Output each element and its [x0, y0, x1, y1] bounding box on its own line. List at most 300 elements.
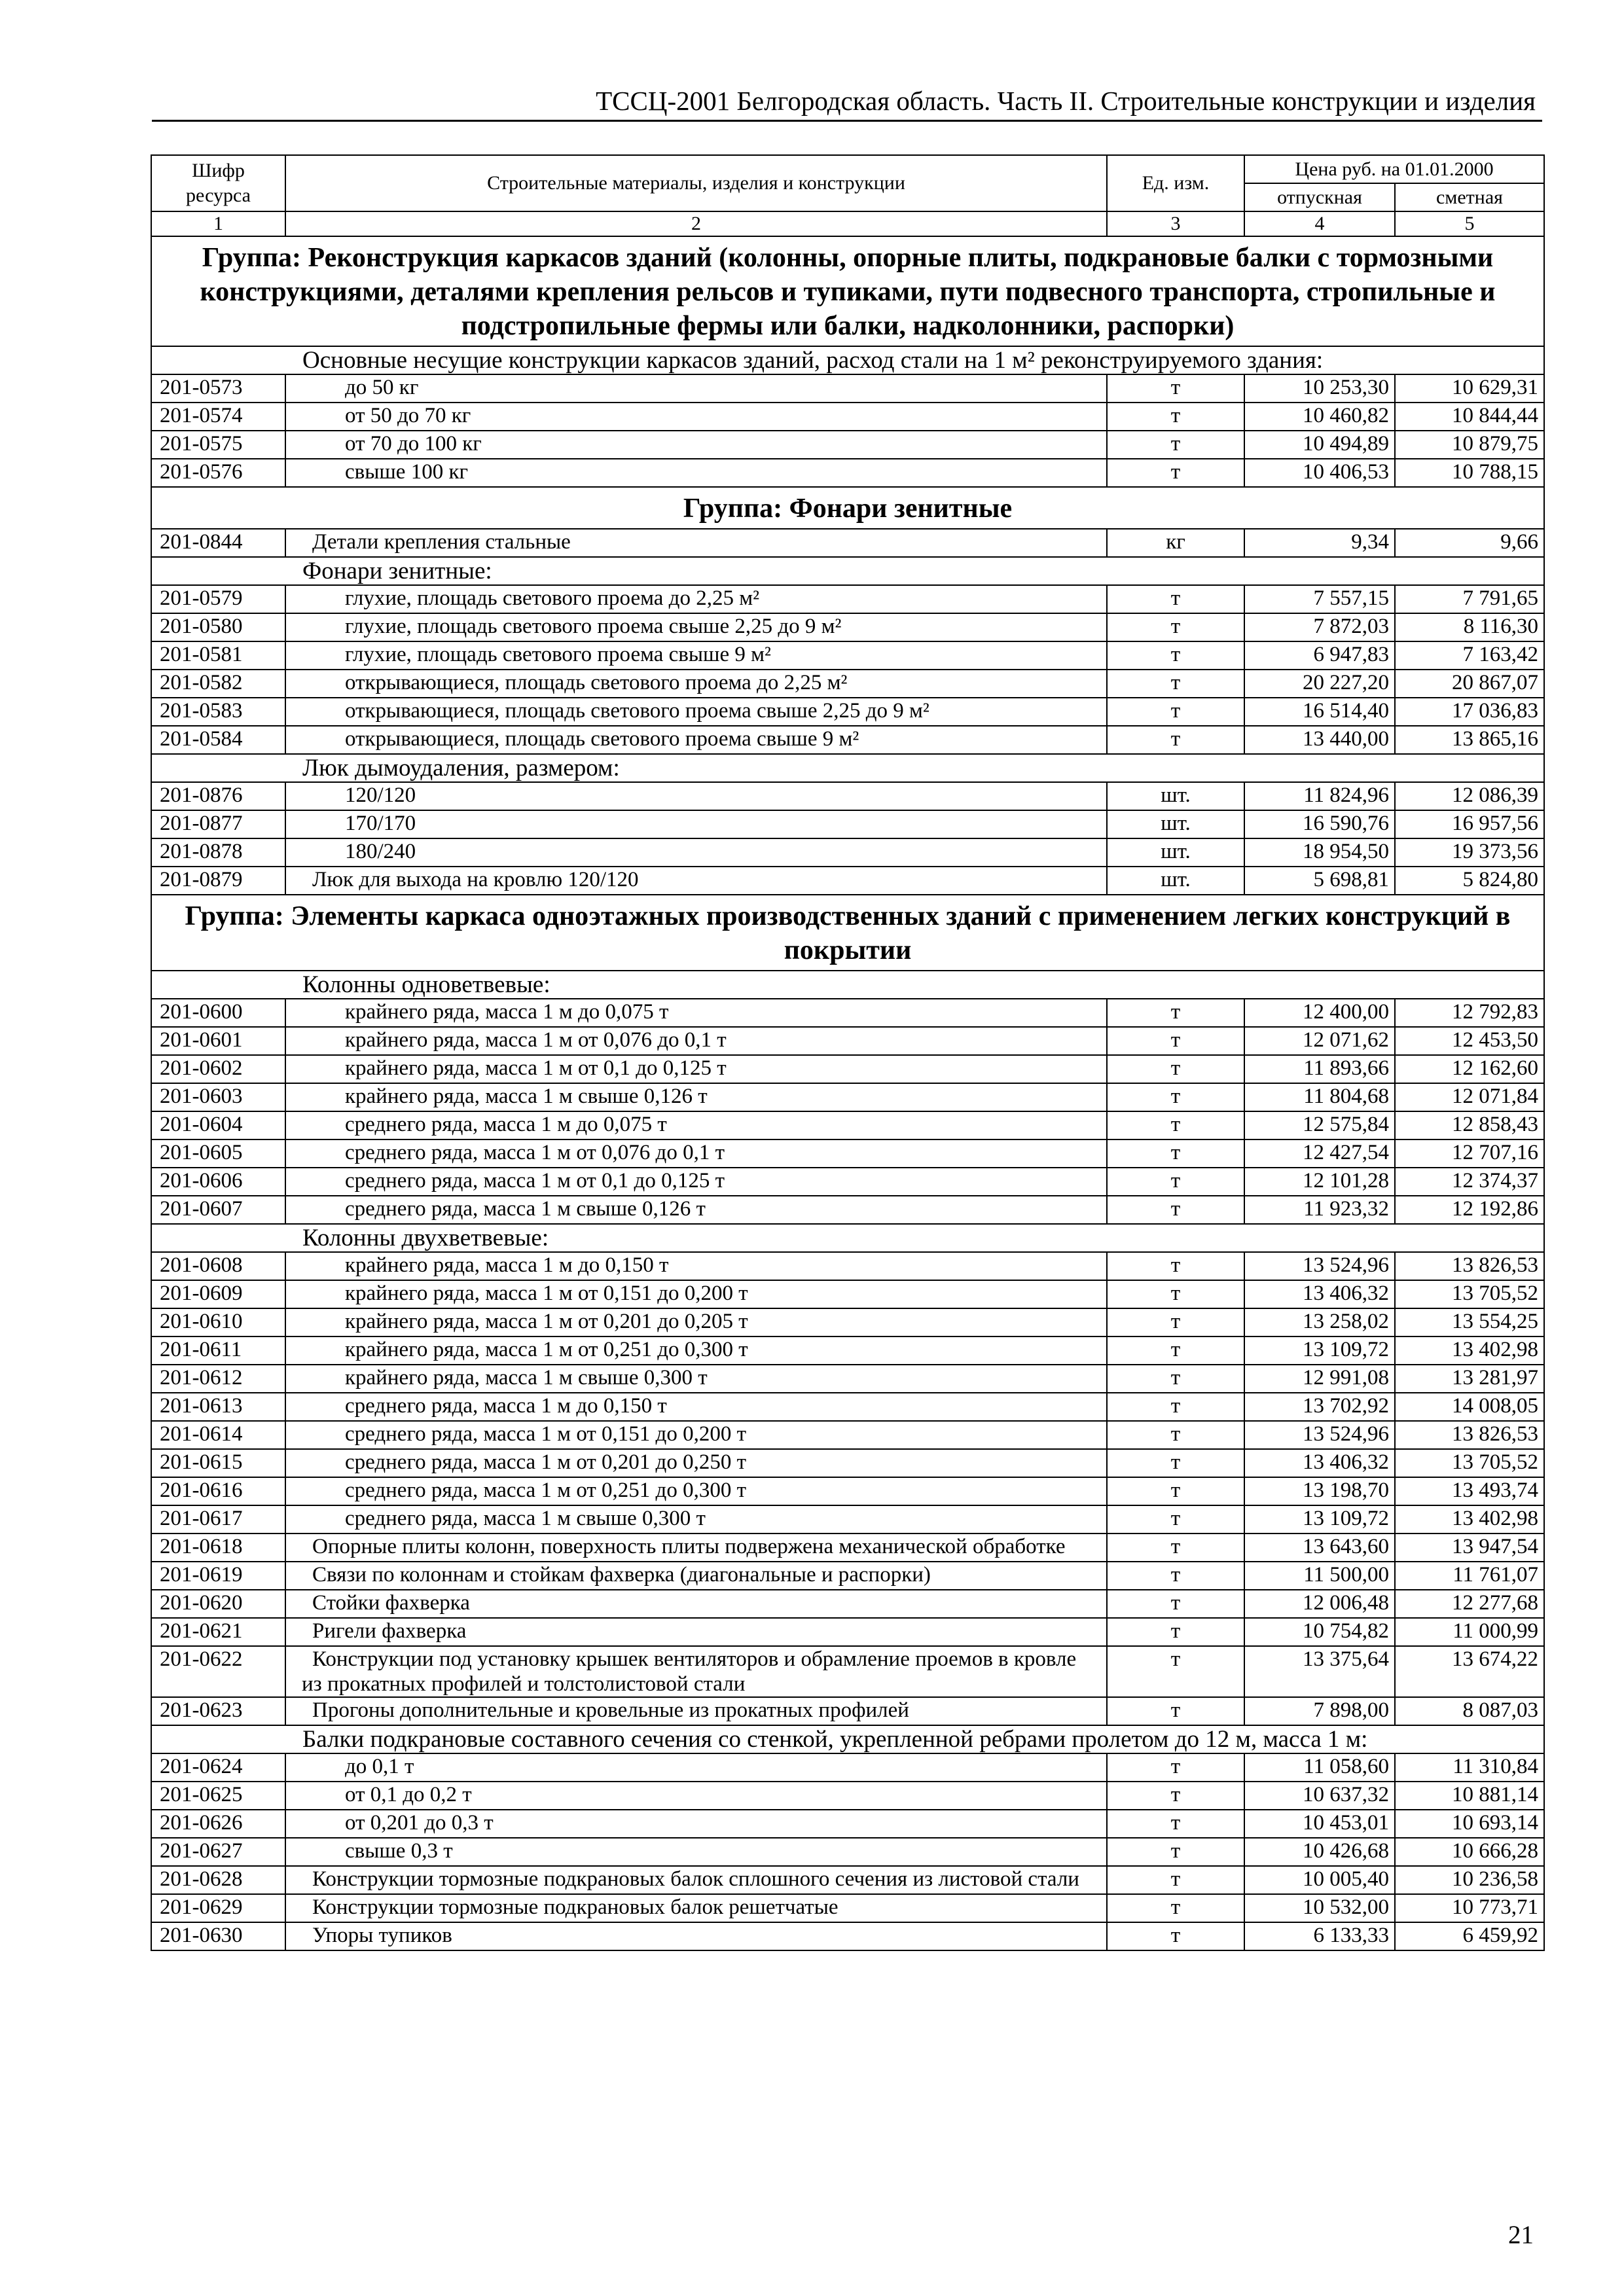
table-row: [151, 1139, 1544, 1168]
subheading-title: Люк дымоудаления, размером:: [151, 754, 1544, 782]
resource-code: 201-0605: [151, 1139, 285, 1168]
price-estimate: 14 008,05: [1395, 1393, 1544, 1421]
unit: т: [1107, 1196, 1244, 1224]
price-estimate: 13 826,53: [1395, 1421, 1544, 1449]
material-name: среднего ряда, масса 1 м до 0,075 т: [285, 1111, 1107, 1139]
col-number-4: 4: [1244, 211, 1395, 236]
material-name: 120/120: [285, 782, 1107, 810]
price-release: 10 637,32: [1244, 1782, 1395, 1810]
resource-code: 201-0602: [151, 1055, 285, 1083]
price-estimate: 11 310,84: [1395, 1753, 1544, 1782]
price-release: 10 532,00: [1244, 1894, 1395, 1922]
price-release: 13 440,00: [1244, 726, 1395, 754]
unit: т: [1107, 1139, 1244, 1168]
price-release: 11 500,00: [1244, 1562, 1395, 1590]
resource-code: 201-0582: [151, 670, 285, 698]
price-release: 13 406,32: [1244, 1280, 1395, 1308]
resource-code: 201-0620: [151, 1590, 285, 1618]
price-estimate: 16 957,56: [1395, 810, 1544, 838]
resource-code: 201-0615: [151, 1449, 285, 1477]
col-number-2: 2: [285, 211, 1107, 236]
unit: т: [1107, 670, 1244, 698]
table-body: [151, 236, 1544, 1950]
price-estimate: 10 773,71: [1395, 1894, 1544, 1922]
col-header-unit: Ед. изм.: [1107, 155, 1244, 211]
table-row: [151, 1697, 1544, 1725]
resource-code: 201-0878: [151, 838, 285, 867]
price-estimate: 13 826,53: [1395, 1252, 1544, 1280]
table-row: [151, 641, 1544, 670]
price-release: 6 947,83: [1244, 641, 1395, 670]
group-title: Группа: Реконструкция каркасов зданий (колонны, опорные плиты, подкрановые балки с тормозными конструкциями, деталями крепления рельсов и тупиками, пути подвесного транспорта, стропильные и подстропильные фермы или балки, надколонники, распорки): [151, 236, 1544, 346]
col-number-3: 3: [1107, 211, 1244, 236]
price-release: 12 400,00: [1244, 999, 1395, 1027]
subheading-title: Колонны двухветвевые:: [151, 1224, 1544, 1252]
unit: т: [1107, 1055, 1244, 1083]
unit: т: [1107, 1336, 1244, 1365]
price-estimate: 12 858,43: [1395, 1111, 1544, 1139]
price-release: 11 923,32: [1244, 1196, 1395, 1224]
unit: т: [1107, 1810, 1244, 1838]
col-header-name: Строительные материалы, изделия и конструкции: [285, 155, 1107, 211]
material-name: Опорные плиты колонн, поверхность плиты подвержена механической обработке: [285, 1534, 1107, 1562]
price-estimate: 11 761,07: [1395, 1562, 1544, 1590]
page-header: [152, 82, 1542, 122]
table-row: [151, 1477, 1544, 1505]
unit: т: [1107, 431, 1244, 459]
table-row: [151, 1055, 1544, 1083]
price-estimate: 12 707,16: [1395, 1139, 1544, 1168]
material-name: Связи по колоннам и стойкам фахверка (диагональные и распорки): [285, 1562, 1107, 1590]
col-header-price: Цена руб. на 01.01.2000: [1244, 155, 1544, 183]
material-name: среднего ряда, масса 1 м до 0,150 т: [285, 1393, 1107, 1421]
unit: т: [1107, 1449, 1244, 1477]
material-name: среднего ряда, масса 1 м свыше 0,126 т: [285, 1196, 1107, 1224]
price-release: 13 375,64: [1244, 1646, 1395, 1697]
price-estimate: 10 881,14: [1395, 1782, 1544, 1810]
price-release: 16 590,76: [1244, 810, 1395, 838]
table-header: [151, 155, 1544, 236]
material-name: крайнего ряда, масса 1 м до 0,150 т: [285, 1252, 1107, 1280]
unit: т: [1107, 1393, 1244, 1421]
price-estimate: 7 791,65: [1395, 585, 1544, 613]
subheading-title: Фонари зенитные:: [151, 557, 1544, 585]
unit: шт.: [1107, 867, 1244, 895]
material-name: Люк для выхода на кровлю 120/120: [285, 867, 1107, 895]
price-estimate: 12 453,50: [1395, 1027, 1544, 1055]
price-estimate: 10 788,15: [1395, 459, 1544, 487]
price-estimate: 20 867,07: [1395, 670, 1544, 698]
material-name: среднего ряда, масса 1 м свыше 0,300 т: [285, 1505, 1107, 1534]
price-release: 10 754,82: [1244, 1618, 1395, 1646]
unit: т: [1107, 1083, 1244, 1111]
group-row: [151, 895, 1544, 971]
price-estimate: 5 824,80: [1395, 867, 1544, 895]
price-estimate: 12 086,39: [1395, 782, 1544, 810]
material-name: открывающиеся, площадь светового проема до 2,25 м²: [285, 670, 1107, 698]
table-row: [151, 1365, 1544, 1393]
material-name: Конструкции тормозные подкрановых балок сплошного сечения из листовой стали: [285, 1866, 1107, 1894]
material-name: Упоры тупиков: [285, 1922, 1107, 1950]
price-release: 13 524,96: [1244, 1252, 1395, 1280]
resource-code: 201-0618: [151, 1534, 285, 1562]
material-name: Конструкции тормозные подкрановых балок решетчатые: [285, 1894, 1107, 1922]
material-name: среднего ряда, масса 1 м от 0,201 до 0,250 т: [285, 1449, 1107, 1477]
price-estimate: 7 163,42: [1395, 641, 1544, 670]
material-name: свыше 0,3 т: [285, 1838, 1107, 1866]
resource-code: 201-0622: [151, 1646, 285, 1697]
material-name: от 0,201 до 0,3 т: [285, 1810, 1107, 1838]
resource-code: 201-0600: [151, 999, 285, 1027]
price-release: 5 698,81: [1244, 867, 1395, 895]
price-release: 11 804,68: [1244, 1083, 1395, 1111]
table-row: [151, 585, 1544, 613]
resource-code: 201-0603: [151, 1083, 285, 1111]
price-estimate: 13 705,52: [1395, 1280, 1544, 1308]
group-row: [151, 487, 1544, 529]
resource-code: 201-0616: [151, 1477, 285, 1505]
resource-code: 201-0583: [151, 698, 285, 726]
table-row: [151, 1562, 1544, 1590]
subheading-row: [151, 1224, 1544, 1252]
price-release: 20 227,20: [1244, 670, 1395, 698]
unit: т: [1107, 698, 1244, 726]
price-release: 13 258,02: [1244, 1308, 1395, 1336]
price-estimate: 8 116,30: [1395, 613, 1544, 641]
price-estimate: 12 792,83: [1395, 999, 1544, 1027]
resource-code: 201-0844: [151, 529, 285, 557]
price-release: 18 954,50: [1244, 838, 1395, 867]
price-release: 11 893,66: [1244, 1055, 1395, 1083]
table-row: [151, 1505, 1544, 1534]
table-row: [151, 1336, 1544, 1365]
unit: т: [1107, 1562, 1244, 1590]
unit: шт.: [1107, 782, 1244, 810]
unit: т: [1107, 1753, 1244, 1782]
price-estimate: 13 947,54: [1395, 1534, 1544, 1562]
unit: кг: [1107, 529, 1244, 557]
price-release: 12 575,84: [1244, 1111, 1395, 1139]
table-row: [151, 1618, 1544, 1646]
price-estimate: 12 162,60: [1395, 1055, 1544, 1083]
unit: т: [1107, 1505, 1244, 1534]
resource-code: 201-0621: [151, 1618, 285, 1646]
price-release: 10 406,53: [1244, 459, 1395, 487]
material-name: крайнего ряда, масса 1 м от 0,251 до 0,300 т: [285, 1336, 1107, 1365]
material-name: Детали крепления стальные: [285, 529, 1107, 557]
price-estimate: 10 236,58: [1395, 1866, 1544, 1894]
material-name: от 0,1 до 0,2 т: [285, 1782, 1107, 1810]
unit: т: [1107, 1782, 1244, 1810]
material-name: глухие, площадь светового проема до 2,25 м²: [285, 585, 1107, 613]
price-release: 13 198,70: [1244, 1477, 1395, 1505]
price-estimate: 19 373,56: [1395, 838, 1544, 867]
resource-code: 201-0614: [151, 1421, 285, 1449]
price-release: 7 557,15: [1244, 585, 1395, 613]
unit: т: [1107, 1421, 1244, 1449]
resource-code: 201-0584: [151, 726, 285, 754]
material-name: открывающиеся, площадь светового проема свыше 9 м²: [285, 726, 1107, 754]
price-estimate: 9,66: [1395, 529, 1544, 557]
subheading-title: Основные несущие конструкции каркасов зданий, расход стали на 1 м² реконструируемого здания:: [151, 346, 1544, 374]
table-row: [151, 1393, 1544, 1421]
price-release: 13 109,72: [1244, 1336, 1395, 1365]
resource-code: 201-0609: [151, 1280, 285, 1308]
resource-code: 201-0580: [151, 613, 285, 641]
unit: т: [1107, 1365, 1244, 1393]
subheading-row: [151, 1725, 1544, 1753]
unit: т: [1107, 1252, 1244, 1280]
price-estimate: 13 281,97: [1395, 1365, 1544, 1393]
table-row: [151, 1083, 1544, 1111]
price-estimate: 6 459,92: [1395, 1922, 1544, 1950]
col-number-5: 5: [1395, 211, 1544, 236]
material-name: 170/170: [285, 810, 1107, 838]
unit: т: [1107, 1590, 1244, 1618]
unit: т: [1107, 585, 1244, 613]
price-release: 9,34: [1244, 529, 1395, 557]
resource-code: 201-0610: [151, 1308, 285, 1336]
resource-code: 201-0581: [151, 641, 285, 670]
unit: шт.: [1107, 838, 1244, 867]
table-row: [151, 1894, 1544, 1922]
resource-code: 201-0879: [151, 867, 285, 895]
price-estimate: 13 493,74: [1395, 1477, 1544, 1505]
price-release: 13 406,32: [1244, 1449, 1395, 1477]
table-row: [151, 403, 1544, 431]
table-row: [151, 838, 1544, 867]
resource-code: 201-0628: [151, 1866, 285, 1894]
material-name: открывающиеся, площадь светового проема свыше 2,25 до 9 м²: [285, 698, 1107, 726]
resource-code: 201-0607: [151, 1196, 285, 1224]
resource-code: 201-0624: [151, 1753, 285, 1782]
resource-code: 201-0611: [151, 1336, 285, 1365]
material-name: среднего ряда, масса 1 м от 0,251 до 0,300 т: [285, 1477, 1107, 1505]
price-release: 16 514,40: [1244, 698, 1395, 726]
material-name: крайнего ряда, масса 1 м до 0,075 т: [285, 999, 1107, 1027]
subheading-row: [151, 971, 1544, 999]
material-name: до 50 кг: [285, 374, 1107, 403]
table-row: [151, 1810, 1544, 1838]
table-row: [151, 1866, 1544, 1894]
resource-code: 201-0579: [151, 585, 285, 613]
page-header-title: ТССЦ-2001 Белгородская область. Часть II. Строительные конструкции и изделия: [596, 86, 1536, 116]
resource-code: 201-0623: [151, 1697, 285, 1725]
price-release: 10 005,40: [1244, 1866, 1395, 1894]
price-release: 12 991,08: [1244, 1365, 1395, 1393]
subheading-title: Колонны одноветвевые:: [151, 971, 1544, 999]
price-estimate: 11 000,99: [1395, 1618, 1544, 1646]
table-row: [151, 867, 1544, 895]
material-name: среднего ряда, масса 1 м от 0,151 до 0,200 т: [285, 1421, 1107, 1449]
price-estimate: 12 071,84: [1395, 1083, 1544, 1111]
resource-code: 201-0574: [151, 403, 285, 431]
subheading-row: [151, 557, 1544, 585]
table-row: [151, 431, 1544, 459]
price-estimate: 13 402,98: [1395, 1505, 1544, 1534]
table-row: [151, 670, 1544, 698]
resource-code: 201-0626: [151, 1810, 285, 1838]
unit: т: [1107, 1697, 1244, 1725]
price-estimate: 13 674,22: [1395, 1646, 1544, 1697]
price-release: 11 058,60: [1244, 1753, 1395, 1782]
price-estimate: 10 629,31: [1395, 374, 1544, 403]
price-estimate: 8 087,03: [1395, 1697, 1544, 1725]
table-row: [151, 1111, 1544, 1139]
resource-code: 201-0625: [151, 1782, 285, 1810]
col-number-1: 1: [151, 211, 285, 236]
price-release: 10 453,01: [1244, 1810, 1395, 1838]
subheading-row: [151, 754, 1544, 782]
resource-code: 201-0604: [151, 1111, 285, 1139]
group-row: [151, 236, 1544, 346]
price-estimate: 17 036,83: [1395, 698, 1544, 726]
table-row: [151, 374, 1544, 403]
table-row: [151, 1922, 1544, 1950]
unit: т: [1107, 1111, 1244, 1139]
material-name: до 0,1 т: [285, 1753, 1107, 1782]
unit: т: [1107, 1477, 1244, 1505]
subheading-title: Балки подкрановые составного сечения со стенкой, укрепленной ребрами пролетом до 12 м, масса 1 м:: [151, 1725, 1544, 1753]
material-name: Ригели фахверка: [285, 1618, 1107, 1646]
col-header-estimate: сметная: [1395, 183, 1544, 211]
resource-code: 201-0601: [151, 1027, 285, 1055]
price-table: [151, 154, 1545, 1951]
resource-code: 201-0617: [151, 1505, 285, 1534]
table-row: [151, 1196, 1544, 1224]
resource-code: 201-0876: [151, 782, 285, 810]
material-name: крайнего ряда, масса 1 м от 0,201 до 0,205 т: [285, 1308, 1107, 1336]
resource-code: 201-0630: [151, 1922, 285, 1950]
table-row: [151, 1449, 1544, 1477]
price-release: 10 426,68: [1244, 1838, 1395, 1866]
table-row: [151, 1753, 1544, 1782]
unit: т: [1107, 459, 1244, 487]
price-estimate: 10 666,28: [1395, 1838, 1544, 1866]
material-name: крайнего ряда, масса 1 м свыше 0,300 т: [285, 1365, 1107, 1393]
table-row: [151, 1027, 1544, 1055]
material-name: глухие, площадь светового проема свыше 9 м²: [285, 641, 1107, 670]
unit: т: [1107, 1838, 1244, 1866]
table-row: [151, 698, 1544, 726]
table-row: [151, 782, 1544, 810]
material-name: Прогоны дополнительные и кровельные из прокатных профилей: [285, 1697, 1107, 1725]
price-release: 13 109,72: [1244, 1505, 1395, 1534]
table-row: [151, 726, 1544, 754]
table-row: [151, 1280, 1544, 1308]
material-name: крайнего ряда, масса 1 м от 0,151 до 0,200 т: [285, 1280, 1107, 1308]
resource-code: 201-0619: [151, 1562, 285, 1590]
material-name: от 50 до 70 кг: [285, 403, 1107, 431]
price-release: 12 101,28: [1244, 1168, 1395, 1196]
price-release: 12 071,62: [1244, 1027, 1395, 1055]
unit: т: [1107, 613, 1244, 641]
unit: т: [1107, 1280, 1244, 1308]
resource-code: 201-0627: [151, 1838, 285, 1866]
price-release: 13 643,60: [1244, 1534, 1395, 1562]
unit: т: [1107, 403, 1244, 431]
col-header-release: отпускная: [1244, 183, 1395, 211]
material-name: глухие, площадь светового проема свыше 2,25 до 9 м²: [285, 613, 1107, 641]
table-row: [151, 810, 1544, 838]
unit: т: [1107, 1922, 1244, 1950]
table-row: [151, 1782, 1544, 1810]
table-row: [151, 529, 1544, 557]
table-row: [151, 459, 1544, 487]
group-title: Группа: Фонари зенитные: [151, 487, 1544, 529]
material-name: крайнего ряда, масса 1 м от 0,1 до 0,125 т: [285, 1055, 1107, 1083]
table-row: [151, 1168, 1544, 1196]
resource-code: 201-0608: [151, 1252, 285, 1280]
price-release: 10 460,82: [1244, 403, 1395, 431]
price-estimate: 10 693,14: [1395, 1810, 1544, 1838]
table-row: [151, 613, 1544, 641]
price-release: 10 253,30: [1244, 374, 1395, 403]
subheading-row: [151, 346, 1544, 374]
table-row: [151, 1308, 1544, 1336]
resource-code: 201-0576: [151, 459, 285, 487]
price-release: 7 898,00: [1244, 1697, 1395, 1725]
table-row: [151, 999, 1544, 1027]
material-name: среднего ряда, масса 1 м от 0,1 до 0,125 т: [285, 1168, 1107, 1196]
unit: т: [1107, 726, 1244, 754]
unit: т: [1107, 1027, 1244, 1055]
price-estimate: 13 865,16: [1395, 726, 1544, 754]
page-number: 21: [1508, 2221, 1534, 2249]
price-release: 13 524,96: [1244, 1421, 1395, 1449]
price-release: 12 427,54: [1244, 1139, 1395, 1168]
resource-code: 201-0612: [151, 1365, 285, 1393]
price-release: 13 702,92: [1244, 1393, 1395, 1421]
unit: т: [1107, 374, 1244, 403]
unit: т: [1107, 641, 1244, 670]
table-row: [151, 1252, 1544, 1280]
price-estimate: 12 192,86: [1395, 1196, 1544, 1224]
resource-code: 201-0877: [151, 810, 285, 838]
price-estimate: 13 705,52: [1395, 1449, 1544, 1477]
unit: т: [1107, 1646, 1244, 1697]
resource-code: 201-0629: [151, 1894, 285, 1922]
material-name: Конструкции под установку крышек вентиляторов и обрамление проемов в кровле из прокатных профилей и толстолистовой стали: [285, 1646, 1107, 1697]
table-row: [151, 1646, 1544, 1697]
price-release: 10 494,89: [1244, 431, 1395, 459]
resource-code: 201-0573: [151, 374, 285, 403]
group-title: Группа: Элементы каркаса одноэтажных производственных зданий с применением легких конструкций в покрытии: [151, 895, 1544, 971]
unit: шт.: [1107, 810, 1244, 838]
price-release: 12 006,48: [1244, 1590, 1395, 1618]
unit: т: [1107, 1618, 1244, 1646]
material-name: крайнего ряда, масса 1 м свыше 0,126 т: [285, 1083, 1107, 1111]
price-estimate: 10 879,75: [1395, 431, 1544, 459]
material-name: от 70 до 100 кг: [285, 431, 1107, 459]
col-header-code: Шифр ресурса: [151, 155, 285, 211]
unit: т: [1107, 1866, 1244, 1894]
table-row: [151, 1534, 1544, 1562]
unit: т: [1107, 1168, 1244, 1196]
material-name: свыше 100 кг: [285, 459, 1107, 487]
material-name: крайнего ряда, масса 1 м от 0,076 до 0,1 т: [285, 1027, 1107, 1055]
table-row: [151, 1590, 1544, 1618]
price-release: 11 824,96: [1244, 782, 1395, 810]
price-release: 6 133,33: [1244, 1922, 1395, 1950]
material-name: Стойки фахверка: [285, 1590, 1107, 1618]
unit: т: [1107, 999, 1244, 1027]
table-row: [151, 1421, 1544, 1449]
unit: т: [1107, 1308, 1244, 1336]
table-row: [151, 1838, 1544, 1866]
material-name: 180/240: [285, 838, 1107, 867]
unit: т: [1107, 1534, 1244, 1562]
